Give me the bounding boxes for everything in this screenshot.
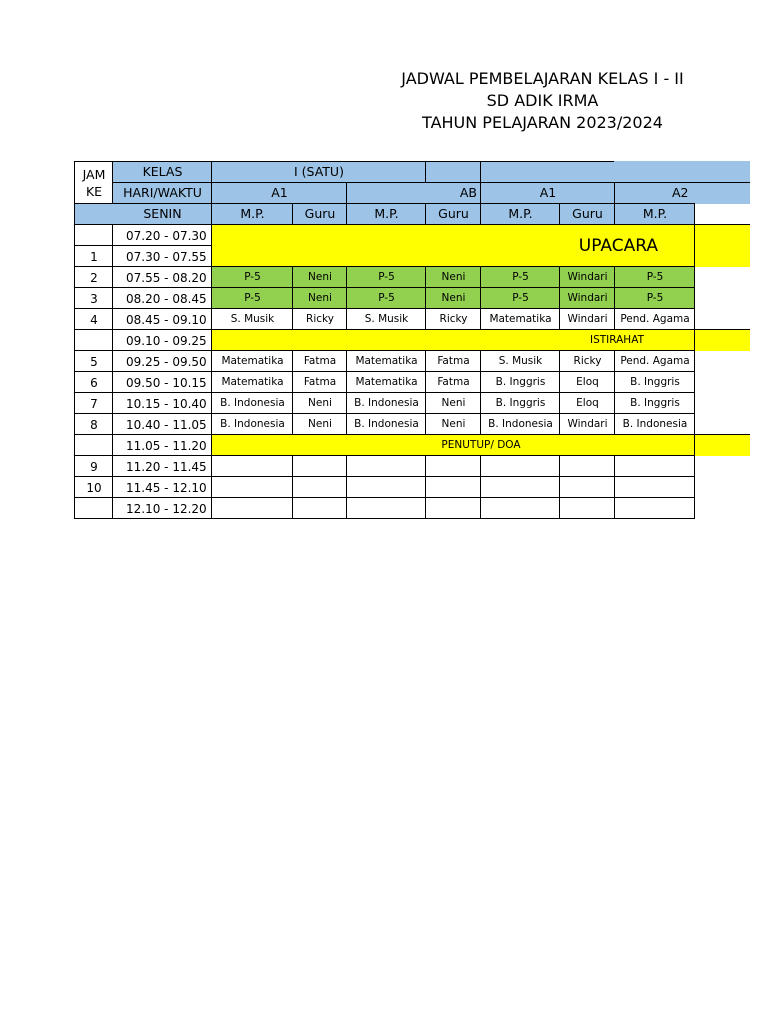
jam-cell: 4 [74,308,113,330]
subject-cell: Pend. Agama [614,350,695,372]
subject-cell: P-5 [346,266,426,288]
guru-column-header: Guru [425,203,481,225]
teacher-cell: Neni [425,392,481,414]
teacher-cell: Neni [425,413,481,435]
time-cell: 07.55 - 08.20 [112,266,212,288]
mp-column-header: M.P. [480,203,560,225]
sub-class-a2-header: A2 [614,182,750,204]
teacher-cell: Neni [292,413,347,435]
subject-cell: B. Inggris [614,371,695,393]
teacher-cell [292,497,347,519]
teacher-cell [559,497,615,519]
title-line-2: SD ADIK IRMA [486,91,599,110]
subject-cell: Matematika [211,371,293,393]
teacher-cell: Eloq [559,371,615,393]
istirahat-event-cell: ISTIRAHAT [211,329,750,351]
jam-cell [74,329,113,351]
subject-cell: B. Inggris [614,392,695,414]
teacher-cell [292,476,347,498]
subject-cell [614,455,695,477]
subject-cell: B. Indonesia [211,413,293,435]
subject-cell: B. Inggris [480,392,560,414]
teacher-cell: Neni [292,266,347,288]
time-cell: 07.20 - 07.30 [112,224,212,246]
subject-cell [346,455,426,477]
jam-cell: 5 [74,350,113,372]
subject-cell [211,455,293,477]
jam-cell [74,497,113,519]
subject-cell: P-5 [346,287,426,309]
subject-cell [346,476,426,498]
table-right-border [694,203,695,519]
time-cell: 10.15 - 10.40 [112,392,212,414]
time-cell: 11.45 - 12.10 [112,476,212,498]
hari-waktu-header: HARI/WAKTU [112,182,212,204]
guru-column-header: Guru [559,203,615,225]
subject-cell: P-5 [211,266,293,288]
sub-class-a1-header: A1 [211,182,347,204]
time-cell: 07.30 - 07.55 [112,245,212,267]
teacher-cell: Fatma [425,371,481,393]
schedule-title [330,68,755,134]
teacher-cell [425,497,481,519]
jam-cell: 2 [74,266,113,288]
subject-cell: S. Musik [211,308,293,330]
subject-cell [211,476,293,498]
teacher-cell [425,455,481,477]
subject-cell: B. Indonesia [480,413,560,435]
class-1-header-extra [425,161,481,183]
time-cell: 11.20 - 11.45 [112,455,212,477]
subject-cell: Matematika [346,371,426,393]
jam-cell: 6 [74,371,113,393]
subject-cell: S. Musik [346,308,426,330]
subject-cell: P-5 [614,287,695,309]
subject-cell: B. Indonesia [614,413,695,435]
title-line-1: JADWAL PEMBELAJARAN KELAS I - II [401,69,684,88]
teacher-cell: Neni [292,287,347,309]
time-cell: 09.25 - 09.50 [112,350,212,372]
title-line-3: TAHUN PELAJARAN 2023/2024 [422,113,663,132]
subject-cell: B. Indonesia [346,413,426,435]
table-bottom-border [74,518,695,519]
subject-cell [480,455,560,477]
subject-cell [480,497,560,519]
time-cell: 08.20 - 08.45 [112,287,212,309]
jam-cell: 3 [74,287,113,309]
teacher-cell: Neni [425,287,481,309]
time-cell: 12.10 - 12.20 [112,497,212,519]
subject-cell: P-5 [480,266,560,288]
teacher-cell [559,476,615,498]
subject-cell: S. Musik [480,350,560,372]
kelas-header: KELAS [112,161,212,183]
teacher-cell: Eloq [559,392,615,414]
jam-cell [74,224,113,246]
subject-cell [614,476,695,498]
teacher-cell [292,455,347,477]
guru-column-header: Guru [292,203,347,225]
teacher-cell: Ricky [292,308,347,330]
teacher-cell [559,455,615,477]
jam-cell: 7 [74,392,113,414]
time-cell: 11.05 - 11.20 [112,434,212,456]
subject-cell: P-5 [480,287,560,309]
jam-cell: 10 [74,476,113,498]
subject-cell: Pend. Agama [614,308,695,330]
subject-cell: P-5 [211,287,293,309]
jam-ke-header: JAM KE [74,161,113,204]
subject-cell [346,497,426,519]
time-cell: 08.45 - 09.10 [112,308,212,330]
sub-class-ab-header: AB [346,182,481,204]
jam-cell: 8 [74,413,113,435]
mp-column-header: M.P. [614,203,695,225]
teacher-cell: Ricky [559,350,615,372]
subject-cell: P-5 [614,266,695,288]
teacher-cell: Fatma [292,350,347,372]
time-cell: 09.10 - 09.25 [112,329,212,351]
subject-cell: Matematika [346,350,426,372]
day-header: SENIN [112,203,212,225]
jam-blank-header [74,203,113,225]
time-cell: 10.40 - 11.05 [112,413,212,435]
teacher-cell: Neni [425,266,481,288]
teacher-cell: Neni [292,392,347,414]
mp-column-header: M.P. [346,203,426,225]
sub-class-2a1-header: A1 [480,182,615,204]
teacher-cell: Ricky [425,308,481,330]
teacher-cell: Windari [559,287,615,309]
subject-cell [211,497,293,519]
jam-cell: 1 [74,245,113,267]
subject-cell [614,497,695,519]
subject-cell: Matematika [211,350,293,372]
teacher-cell: Windari [559,413,615,435]
jam-cell [74,434,113,456]
teacher-cell: Windari [559,308,615,330]
subject-cell: Matematika [480,308,560,330]
class-1-header: I (SATU) [211,161,426,183]
subject-cell: B. Indonesia [211,392,293,414]
penutup-event-cell: PENUTUP/ DOA [211,434,750,456]
subject-cell: B. Inggris [480,371,560,393]
class-2-header-bg [614,161,750,183]
subject-cell: B. Indonesia [346,392,426,414]
teacher-cell: Fatma [292,371,347,393]
mp-column-header: M.P. [211,203,293,225]
upacara-event-cell: UPACARA [211,224,750,267]
time-cell: 09.50 - 10.15 [112,371,212,393]
subject-cell [480,476,560,498]
teacher-cell: Windari [559,266,615,288]
teacher-cell [425,476,481,498]
jam-cell: 9 [74,455,113,477]
teacher-cell: Fatma [425,350,481,372]
